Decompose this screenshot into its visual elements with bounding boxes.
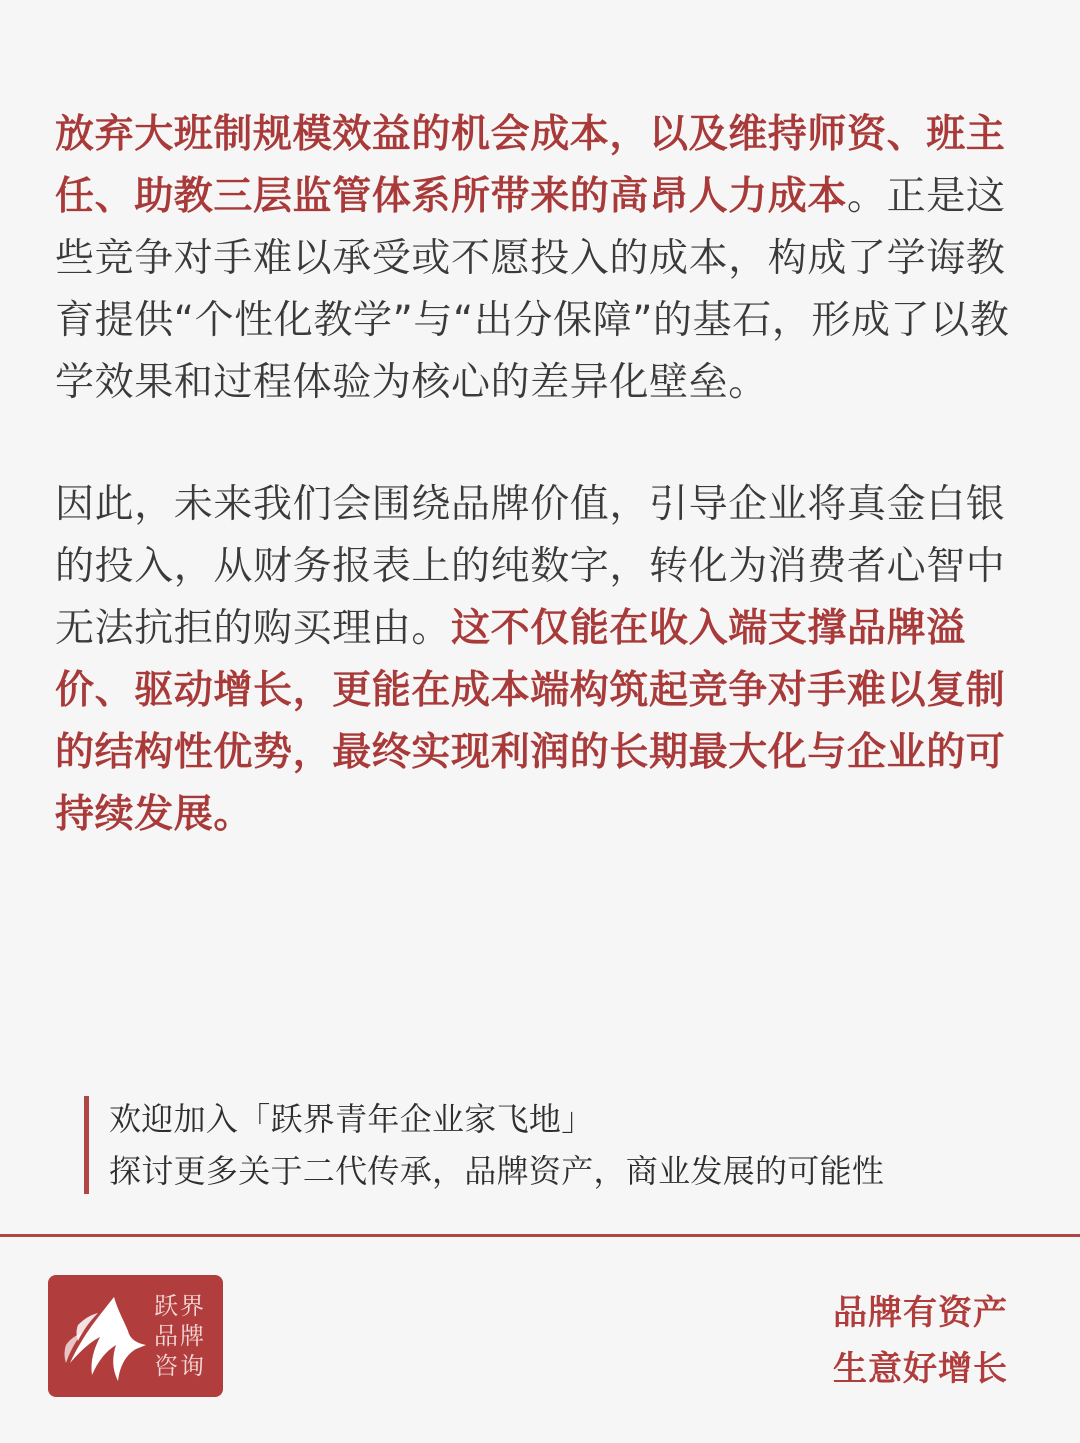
slogan-line-1: 品牌有资产 [833, 1293, 1008, 1333]
invite-line-1: 欢迎加入「跃界青年企业家飞地」 [109, 1100, 594, 1138]
invite-line-2: 探讨更多关于二代传承，品牌资产，商业发展的可能性 [109, 1152, 885, 1190]
bird-wing-icon [56, 1285, 151, 1390]
logo-text-line: 咨询 [154, 1352, 206, 1380]
body-text: 因此，未来我们会围绕品牌价值，引导企业将真金白银的投入，从财务报表上的纯数字，转化为消费者心智中无法抗拒的购买理由。 [55, 482, 1006, 651]
slogan-line-2: 生意好增长 [833, 1349, 1008, 1389]
body-text: 。正是这些竞争对手难以承受或不愿投入的成本，构成了学诲教育提供“个性化教学”与“出分保障”的基石，形成了以教学效果和过程体验为核心的差异化壁垒。 [55, 174, 1010, 405]
highlight-text: 放弃大班制规模效益的机会成本，以及维持师资、班主任、助教三层监管体系所带来的高昂人力成本 [55, 112, 1006, 219]
logo-text-line: 跃界 [154, 1292, 206, 1320]
footer-divider [0, 1234, 1080, 1237]
highlight-text: 这不仅能在收入端支撑品牌溢价、驱动增长，更能在成本端构筑起竞争对手难以复制的结构性优势，最终实现利润的长期最大化与企业的可持续发展。 [55, 606, 1006, 837]
invite-block [84, 1096, 884, 1194]
slogan [833, 1285, 1008, 1397]
paragraph-cost-advantage [55, 104, 1015, 414]
logo-wordmark [154, 1291, 214, 1381]
logo-text-line: 品牌 [154, 1322, 206, 1350]
paragraph-brand-value [55, 474, 1015, 846]
brand-logo [48, 1275, 223, 1397]
